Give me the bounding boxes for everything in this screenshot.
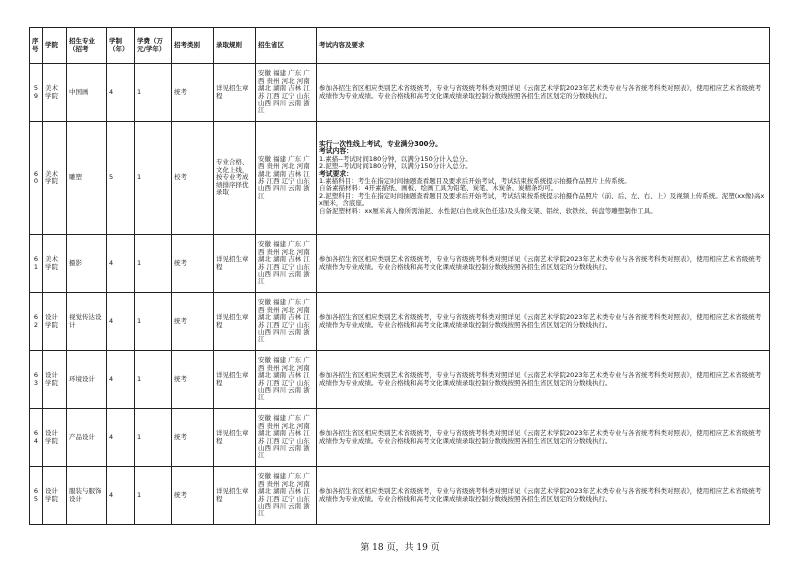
admission-cell: 详见招生章程 xyxy=(214,409,256,467)
duration-cell: 4 xyxy=(107,235,135,293)
table-row xyxy=(30,122,770,235)
col-header-fee: 学费（万元/学年） xyxy=(135,28,172,64)
category-cell: 统考 xyxy=(172,467,214,525)
table-row xyxy=(30,235,770,293)
table-row xyxy=(30,64,770,122)
exam-content-line: 1.素描--考试时间180分钟，以满分150分计入总分。 xyxy=(319,154,472,163)
college-cell: 美术学院 xyxy=(43,64,67,122)
exam-requirement-line: 自备素描材料：4开素描纸、画板、绘画工具为铅笔、炭笔、木炭条、炭精条均可。 xyxy=(319,184,558,193)
table-row xyxy=(30,409,770,467)
admission-cell: 详见招生章程 xyxy=(214,293,256,351)
college-cell: 设计学院 xyxy=(43,409,67,467)
provinces-cell: 安徽 福建 广东 广西 贵州 河北 河南 湖北 湖南 吉林 江苏 江西 辽宁 山东 山西 四川 云南 浙江 xyxy=(256,235,317,293)
major-cell: 环境设计 xyxy=(67,351,107,409)
college-cell: 设计学院 xyxy=(43,467,67,525)
col-header-college: 学院 xyxy=(43,28,67,64)
provinces-cell: 安徽 福建 广东 广西 贵州 河北 河南 湖北 湖南 吉林 江苏 江西 辽宁 山东 山西 四川 云南 浙江 xyxy=(256,122,317,235)
row-number: 60 xyxy=(30,122,43,235)
category-cell: 统考 xyxy=(172,293,214,351)
col-header-requirements: 考试内容及要求 xyxy=(317,28,770,64)
requirements-cell: 参加各招生省区相应类别艺术省级统考，专业与省级统考科类对照详见《云南艺术学院2023年艺术类专业与各省统考科类对照表》，使用相应艺术省级统考成绩作为专业成绩。专业合格线和高考文化课成绩录取控制分数线按照各招生省区划定的分数线执行。 xyxy=(317,409,770,467)
row-number: 59 xyxy=(30,64,43,122)
table-row xyxy=(30,293,770,351)
fee-cell: 1 xyxy=(135,122,172,235)
fee-cell: 1 xyxy=(135,235,172,293)
exam-requirement-line: 自备泥塑材料：xx厘米高人像所需油泥、水性泥(白色或灰色任选)及头像支架、铝丝、软铁丝、转盘等雕塑制作工具。 xyxy=(319,206,657,215)
col-header-duration: 学制（年） xyxy=(107,28,135,64)
col-header-category: 招考类别 xyxy=(172,28,214,64)
header-row xyxy=(30,28,770,64)
requirements-cell: 参加各招生省区相应类别艺术省级统考，专业与省级统考科类对照详见《云南艺术学院2023年艺术类专业与各省统考科类对照表》，使用相应艺术省级统考成绩作为专业成绩。专业合格线和高考文化课成绩录取控制分数线按照各招生省区划定的分数线执行。 xyxy=(317,467,770,525)
category-cell: 统考 xyxy=(172,351,214,409)
category-cell: 统考 xyxy=(172,235,214,293)
exam-requirement-line: 1.素描科目：考生在指定时间抽题查看题目及要求后开始考试，考试结束按系统提示拍摄作品照片上传系统。 xyxy=(319,177,631,185)
row-number: 65 xyxy=(30,467,43,525)
exam-requirement-line: 2.泥塑科目：考生在指定时间抽题查看题目及要求后开始考试，考试结束按系统提示拍摄作品照片（前、后、左、右、上）及视频上传系统。泥塑(xx像)高xx厘米，含底座。 xyxy=(319,191,765,208)
requirements-cell: 参加各招生省区相应类别艺术省级统考，专业与省级统考科类对照详见《云南艺术学院2023年艺术类专业与各省统考科类对照表》，使用相应艺术省级统考成绩作为专业成绩。专业合格线和高考文化课成绩录取控制分数线按照各招生省区划定的分数线执行。 xyxy=(317,235,770,293)
college-cell: 美术学院 xyxy=(43,122,67,235)
table-row xyxy=(30,467,770,525)
admission-cell: 详见招生章程 xyxy=(214,64,256,122)
exam-content-line: 2.泥塑--考试时间180分钟，以满分150分计入总分。 xyxy=(319,162,472,171)
col-header-provinces: 招生省区 xyxy=(256,28,317,64)
provinces-cell: 安徽 福建 广东 广西 贵州 河北 河南 湖北 湖南 吉林 江苏 江西 辽宁 山东 山西 四川 云南 浙江 xyxy=(256,467,317,525)
fee-cell: 1 xyxy=(135,467,172,525)
fee-cell: 1 xyxy=(135,351,172,409)
col-header-admission: 录取规则 xyxy=(214,28,256,64)
row-number: 61 xyxy=(30,235,43,293)
college-cell: 设计学院 xyxy=(43,351,67,409)
duration-cell: 4 xyxy=(107,467,135,525)
admission-cell: 专业合格、文化上线，按专业考成绩排序择优录取 xyxy=(214,122,256,235)
college-cell: 美术学院 xyxy=(43,235,67,293)
requirements-cell: 参加各招生省区相应类别艺术省级统考，专业与省级统考科类对照详见《云南艺术学院2023年艺术类专业与各省统考科类对照表》，使用相应艺术省级统考成绩作为专业成绩。专业合格线和高考文化课成绩录取控制分数线按照各招生省区划定的分数线执行。 xyxy=(317,293,770,351)
duration-cell: 4 xyxy=(107,293,135,351)
table-row xyxy=(30,351,770,409)
provinces-cell: 安徽 福建 广东 广西 贵州 河北 河南 湖北 湖南 吉林 江苏 江西 辽宁 山东 山西 四川 云南 浙江 xyxy=(256,293,317,351)
exam-content-label: 考试内容： xyxy=(319,147,353,156)
page-footer: 第 18 页，共 19 页 xyxy=(360,543,440,553)
fee-cell: 1 xyxy=(135,409,172,467)
duration-cell: 4 xyxy=(107,64,135,122)
admission-cell: 详见招生章程 xyxy=(214,235,256,293)
row-number: 64 xyxy=(30,409,43,467)
major-cell: 产品设计 xyxy=(67,409,107,467)
major-cell: 视觉传达设计 xyxy=(67,293,107,351)
major-cell: 雕塑 xyxy=(67,122,107,235)
requirements-cell: 参加各招生省区相应类别艺术省级统考，专业与省级统考科类对照详见《云南艺术学院2023年艺术类专业与各省统考科类对照表》，使用相应艺术省级统考成绩作为专业成绩。专业合格线和高考文化课成绩录取控制分数线按照各招生省区划定的分数线执行。 xyxy=(317,351,770,409)
provinces-cell: 安徽 福建 广东 广西 贵州 河北 河南 湖北 湖南 吉林 江苏 江西 辽宁 山东 山西 四川 云南 浙江 xyxy=(256,351,317,409)
category-cell: 统考 xyxy=(172,409,214,467)
row-number: 62 xyxy=(30,293,43,351)
admissions-table xyxy=(29,27,770,525)
col-header-major: 招生专业（招考 xyxy=(67,28,107,64)
duration-cell: 4 xyxy=(107,409,135,467)
major-cell: 中国画 xyxy=(67,64,107,122)
college-cell: 设计学院 xyxy=(43,293,67,351)
major-cell: 服装与服饰设计 xyxy=(67,467,107,525)
admission-cell: 详见招生章程 xyxy=(214,351,256,409)
duration-cell: 5 xyxy=(107,122,135,235)
major-cell: 摄影 xyxy=(67,235,107,293)
requirements-cell xyxy=(317,122,770,235)
fee-cell: 1 xyxy=(135,293,172,351)
requirements-cell: 参加各招生省区相应类别艺术省级统考，专业与省级统考科类对照详见《云南艺术学院2023年艺术类专业与各省统考科类对照表》，使用相应艺术省级统考成绩作为专业成绩。专业合格线和高考文化课成绩录取控制分数线按照各招生省区划定的分数线执行。 xyxy=(317,64,770,122)
provinces-cell: 安徽 福建 广东 广西 贵州 河北 河南 湖北 湖南 吉林 江苏 江西 辽宁 山东 山西 四川 云南 浙江 xyxy=(256,64,317,122)
exam-summary: 实行一次性线上考试，专业满分300分。 xyxy=(319,139,442,148)
provinces-cell: 安徽 福建 广东 广西 贵州 河北 河南 湖北 湖南 吉林 江苏 江西 辽宁 山东 山西 四川 云南 浙江 xyxy=(256,409,317,467)
duration-cell: 4 xyxy=(107,351,135,409)
col-header-no: 序号 xyxy=(30,28,43,64)
category-cell: 校考 xyxy=(172,122,214,235)
category-cell: 统考 xyxy=(172,64,214,122)
admission-cell: 详见招生章程 xyxy=(214,467,256,525)
fee-cell: 1 xyxy=(135,64,172,122)
row-number: 63 xyxy=(30,351,43,409)
exam-requirements-label: 考试要求： xyxy=(319,169,353,178)
